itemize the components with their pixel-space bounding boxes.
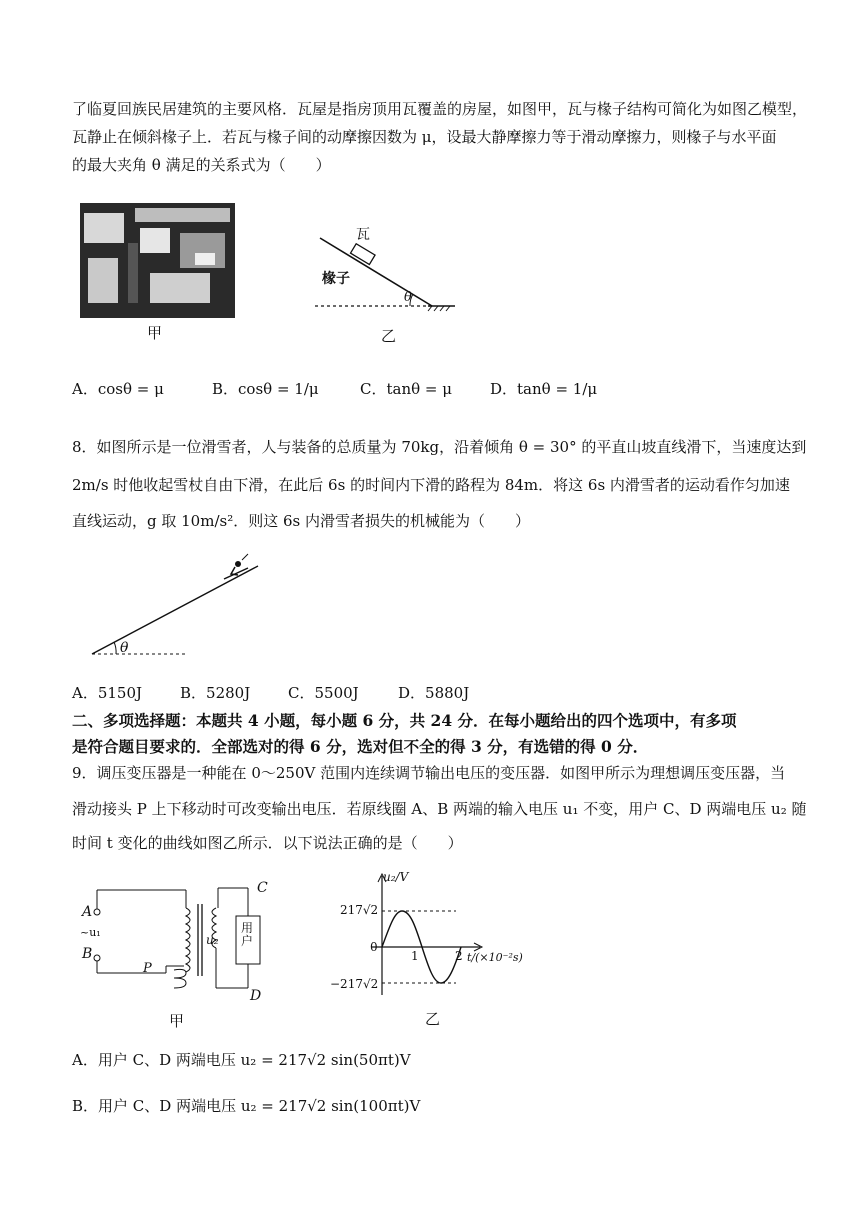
- q8-option-c: C．5500J: [288, 684, 359, 702]
- q9-label-D: D: [250, 988, 262, 1004]
- q9-graph-y-min: −217√2: [330, 977, 379, 991]
- fig-jia-caption: 甲: [147, 324, 163, 342]
- q9-graph-y-max: 217√2: [340, 903, 379, 917]
- q9-line2: 滑动接头 P 上下移动时可改变输出电压．若原线圈 A、B 两端的输入电压 u₁ 不变，用户 C、D 两端电压 u₂ 随: [72, 800, 807, 818]
- fig-yi-caption: 乙: [381, 327, 397, 345]
- q7-line2: 瓦静止在倾斜椽子上．若瓦与椽子间的动摩擦因数为 μ，设最大静摩擦力等于滑动摩擦力，则椽子与水平面: [72, 128, 777, 146]
- q9-fig-jia-caption: 甲: [169, 1012, 185, 1030]
- q9-graph-tick1: 1: [411, 949, 419, 963]
- q9-label-P: P: [143, 961, 152, 976]
- q9-label-B: B: [82, 946, 93, 962]
- q9-graph-tick2: 2: [455, 949, 463, 963]
- q9-line3: 时间 t 变化的曲线如图乙所示．以下说法正确的是（ ）: [72, 834, 463, 852]
- q7-option-b: B．cosθ = 1/μ: [212, 380, 319, 398]
- q9-option-b: B．用户 C、D 两端电压 u₂ = 217√2 sin(100πt)V: [72, 1097, 421, 1115]
- q8-option-d: D．5880J: [398, 684, 470, 702]
- fig-jia-photo: [80, 203, 235, 318]
- q9-label-u2: u₂: [206, 933, 219, 947]
- q9-label-A: A: [82, 904, 93, 920]
- q8-options: [72, 682, 469, 703]
- q8-line3: 直线运动，g 取 10m/s²．则这 6s 内滑雪者损失的机械能为（ ）: [72, 512, 530, 530]
- q9-user-label: 用户: [241, 921, 254, 948]
- q7-line1: 了临夏回族民居建筑的主要风格．瓦屋是指房顶用瓦覆盖的房屋，如图甲，瓦与椽子结构可简化为如图乙模型，: [72, 100, 808, 118]
- q9-fig-yi-caption: 乙: [425, 1010, 441, 1028]
- q8-line2: 2m/s 时他收起雪杖自由下滑，在此后 6s 的时间内下滑的路程为 84m．将这 6s 内滑雪者的运动看作匀加速: [72, 476, 790, 494]
- fig-yi-tile-label: 瓦: [356, 227, 370, 243]
- q9-graph-x-axis-label: t/(×10⁻²s): [467, 951, 523, 964]
- q9-label-C: C: [257, 880, 268, 896]
- q8-line1: 8．如图所示是一位滑雪者，人与装备的总质量为 70kg，沿着倾角 θ = 30° 的平直山坡直线滑下，当速度达到: [72, 438, 807, 456]
- fig-yi-rafter-label: 椽子: [322, 271, 350, 287]
- q7-options: [72, 378, 597, 399]
- q8-angle-label: θ: [120, 640, 129, 656]
- q9-graph-origin: 0: [370, 940, 378, 954]
- q7-line3: 的最大夹角 θ 满足的关系式为（ ）: [72, 156, 331, 174]
- skier-icon: [224, 554, 248, 579]
- q9-option-a: A．用户 C、D 两端电压 u₂ = 217√2 sin(50πt)V: [72, 1051, 411, 1069]
- q8-option-b: B．5280J: [180, 684, 251, 702]
- section2-line1: 二、多项选择题：本题共 4 小题，每小题 6 分，共 24 分．在每小题给出的四个选项中，有多项: [72, 711, 737, 730]
- q8-skier-slope: [88, 548, 268, 663]
- q9-label-u1: ~u₁: [80, 926, 101, 939]
- q9-graph-y-axis-label: u₂/V: [383, 870, 409, 884]
- q9-line1: 9．调压变压器是一种能在 0～250V 范围内连续调节输出电压的变压器．如图甲所示为理想调压变压器，当: [72, 764, 786, 782]
- q7-option-a: A．cosθ = μ: [72, 380, 164, 398]
- q7-option-d: D．tanθ = 1/μ: [490, 380, 598, 398]
- q7-option-c: C．tanθ = μ: [360, 380, 452, 398]
- section2-line2: 是符合题目要求的．全部选对的得 6 分，选对但不全的得 3 分，有选错的得 0 分．: [72, 737, 649, 756]
- q8-option-a: A．5150J: [72, 684, 143, 702]
- fig-yi-angle-label: θ: [404, 290, 412, 305]
